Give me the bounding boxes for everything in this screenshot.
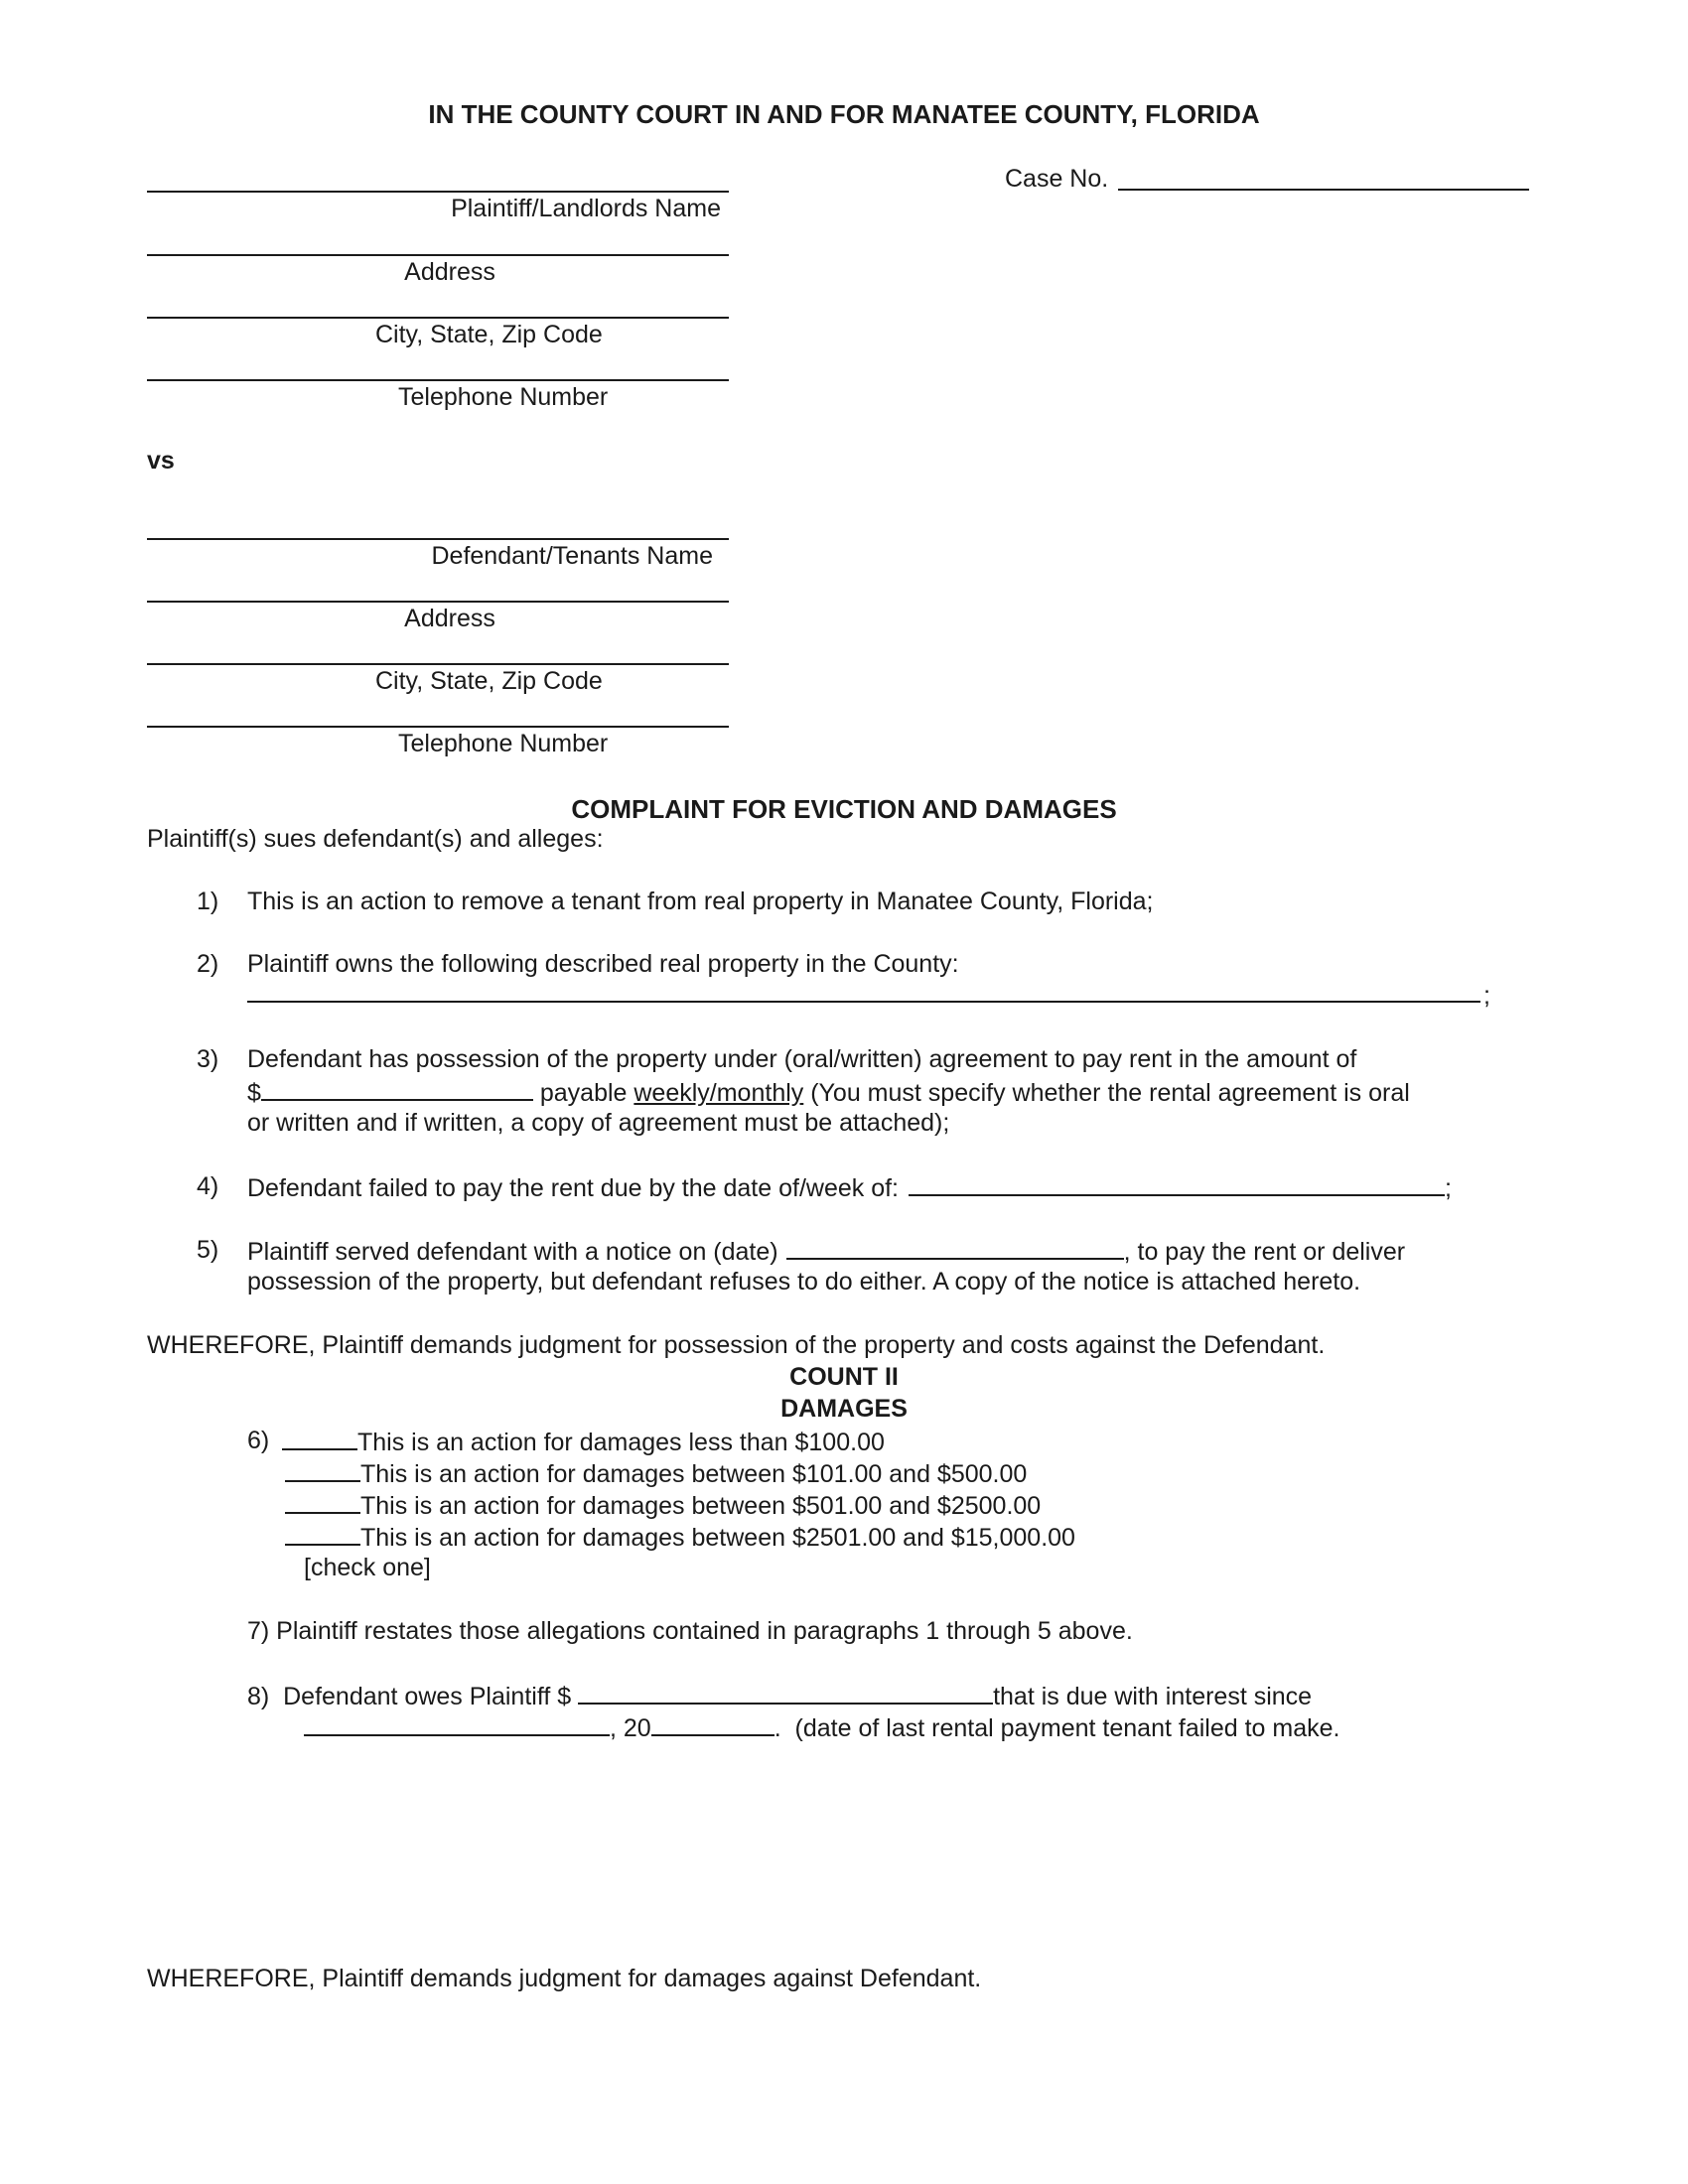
para-1-number: 1) bbox=[197, 887, 219, 915]
dollar-sign: $ bbox=[247, 1079, 261, 1107]
para-4-number: 4) bbox=[197, 1172, 219, 1200]
para-3-line-3: or written and if written, a copy of agreement must be attached); bbox=[247, 1109, 950, 1137]
para-3-line-1: Defendant has possession of the property under (oral/written) agreement to pay rent in the amount of bbox=[247, 1045, 1357, 1073]
para-4-line bbox=[247, 1172, 1452, 1203]
payable-text: payable bbox=[532, 1079, 634, 1107]
plaintiff-city-label: City, State, Zip Code bbox=[375, 321, 603, 348]
complaint-title: COMPLAINT FOR EVICTION AND DAMAGES bbox=[571, 794, 1117, 824]
para-5-line-1 bbox=[247, 1236, 1405, 1267]
check-one-note: [check one] bbox=[304, 1554, 431, 1581]
plaintiff-phone-label: Telephone Number bbox=[398, 383, 609, 411]
rent-period-text: weekly/monthly bbox=[633, 1079, 804, 1107]
para-3-number: 3) bbox=[197, 1045, 219, 1073]
defendant-phone-label: Telephone Number bbox=[398, 730, 609, 757]
para-8-line-1 bbox=[247, 1681, 1312, 1711]
wherefore-possession: WHEREFORE, Plaintiff demands judgment for possession of the property and costs against the Defendant. bbox=[147, 1331, 1326, 1359]
damages-option-1 bbox=[282, 1427, 885, 1457]
para-8-year-prefix: , 20 bbox=[610, 1714, 651, 1742]
para-8-text-a: 8) Defendant owes Plaintiff $ bbox=[247, 1683, 579, 1710]
rent-amount-field[interactable] bbox=[261, 1077, 533, 1101]
last-payment-date-field[interactable] bbox=[304, 1712, 610, 1736]
para-5-number: 5) bbox=[197, 1236, 219, 1264]
damages-option-2 bbox=[285, 1458, 1027, 1489]
defendant-address-label: Address bbox=[404, 605, 495, 632]
complaint-intro: Plaintiff(s) sues defendant(s) and alleges: bbox=[147, 825, 604, 853]
defendant-phone-field[interactable] bbox=[147, 726, 729, 728]
count-2-title: COUNT II bbox=[789, 1363, 899, 1391]
damages-option-4 bbox=[285, 1522, 1075, 1553]
damages-checkbox-3[interactable] bbox=[285, 1490, 360, 1514]
para-6-number: 6) bbox=[247, 1427, 270, 1454]
defendant-city-field[interactable] bbox=[147, 663, 729, 665]
plaintiff-city-field[interactable] bbox=[147, 317, 729, 319]
damages-title: DAMAGES bbox=[780, 1395, 908, 1423]
para-2-semicolon: ; bbox=[1483, 982, 1490, 1010]
plaintiff-name-field[interactable] bbox=[147, 191, 729, 193]
damages-option-1-text: This is an action for damages less than $100.00 bbox=[357, 1429, 885, 1456]
defendant-name-field[interactable] bbox=[147, 538, 729, 540]
case-no-field[interactable] bbox=[1118, 189, 1529, 191]
damages-checkbox-4[interactable] bbox=[285, 1522, 360, 1546]
case-no-label: Case No. bbox=[1005, 165, 1109, 193]
plaintiff-phone-field[interactable] bbox=[147, 379, 729, 381]
damages-option-3-text: This is an action for damages between $501.00 and $2500.00 bbox=[360, 1492, 1042, 1520]
vs-label: vs bbox=[147, 447, 175, 475]
wherefore-damages: WHEREFORE, Plaintiff demands judgment for damages against Defendant. bbox=[147, 1965, 982, 1992]
para-8-text-d: . (date of last rental payment tenant failed to make. bbox=[774, 1714, 1340, 1742]
notice-date-field[interactable] bbox=[786, 1236, 1124, 1260]
plaintiff-name-label: Plaintiff/Landlords Name bbox=[451, 195, 721, 222]
damages-option-4-text: This is an action for damages between $2501.00 and $15,000.00 bbox=[360, 1524, 1075, 1552]
para-5-text-a: Plaintiff served defendant with a notice on (date) bbox=[247, 1238, 778, 1266]
last-payment-year-field[interactable] bbox=[651, 1712, 774, 1736]
plaintiff-address-field[interactable] bbox=[147, 254, 729, 256]
damages-checkbox-1[interactable] bbox=[282, 1427, 357, 1450]
para-3-specify-text: (You must specify whether the rental agreement is oral bbox=[803, 1079, 1410, 1107]
damages-option-2-text: This is an action for damages between $101.00 and $500.00 bbox=[360, 1460, 1028, 1488]
para-2-number: 2) bbox=[197, 950, 219, 978]
plaintiff-address-label: Address bbox=[404, 258, 495, 286]
para-5-text-b: , to pay the rent or deliver bbox=[1123, 1238, 1406, 1266]
para-4-semicolon: ; bbox=[1445, 1174, 1452, 1202]
amount-owed-field[interactable] bbox=[578, 1681, 993, 1705]
damages-option-3 bbox=[285, 1490, 1041, 1521]
para-2-text: Plaintiff owns the following described real property in the County: bbox=[247, 950, 959, 978]
property-description-field[interactable] bbox=[247, 1001, 1480, 1003]
defendant-city-label: City, State, Zip Code bbox=[375, 667, 603, 695]
para-5-line-2: possession of the property, but defendant refuses to do either. A copy of the notice is attached hereto. bbox=[247, 1268, 1361, 1296]
para-1-text: This is an action to remove a tenant from real property in Manatee County, Florida; bbox=[247, 887, 1154, 915]
para-8-line-2 bbox=[304, 1712, 1339, 1743]
para-7-text: 7) Plaintiff restates those allegations contained in paragraphs 1 through 5 above. bbox=[247, 1617, 1133, 1645]
para-4-text: Defendant failed to pay the rent due by the date of/week of: bbox=[247, 1174, 900, 1202]
defendant-name-label: Defendant/Tenants Name bbox=[431, 542, 713, 570]
para-8-text-b: that is due with interest since bbox=[993, 1683, 1313, 1710]
damages-checkbox-2[interactable] bbox=[285, 1458, 360, 1482]
rent-due-date-field[interactable] bbox=[909, 1172, 1445, 1196]
court-title: IN THE COUNTY COURT IN AND FOR MANATEE COUNTY, FLORIDA bbox=[428, 99, 1260, 129]
para-3-line-2 bbox=[247, 1077, 1410, 1108]
defendant-address-field[interactable] bbox=[147, 601, 729, 603]
